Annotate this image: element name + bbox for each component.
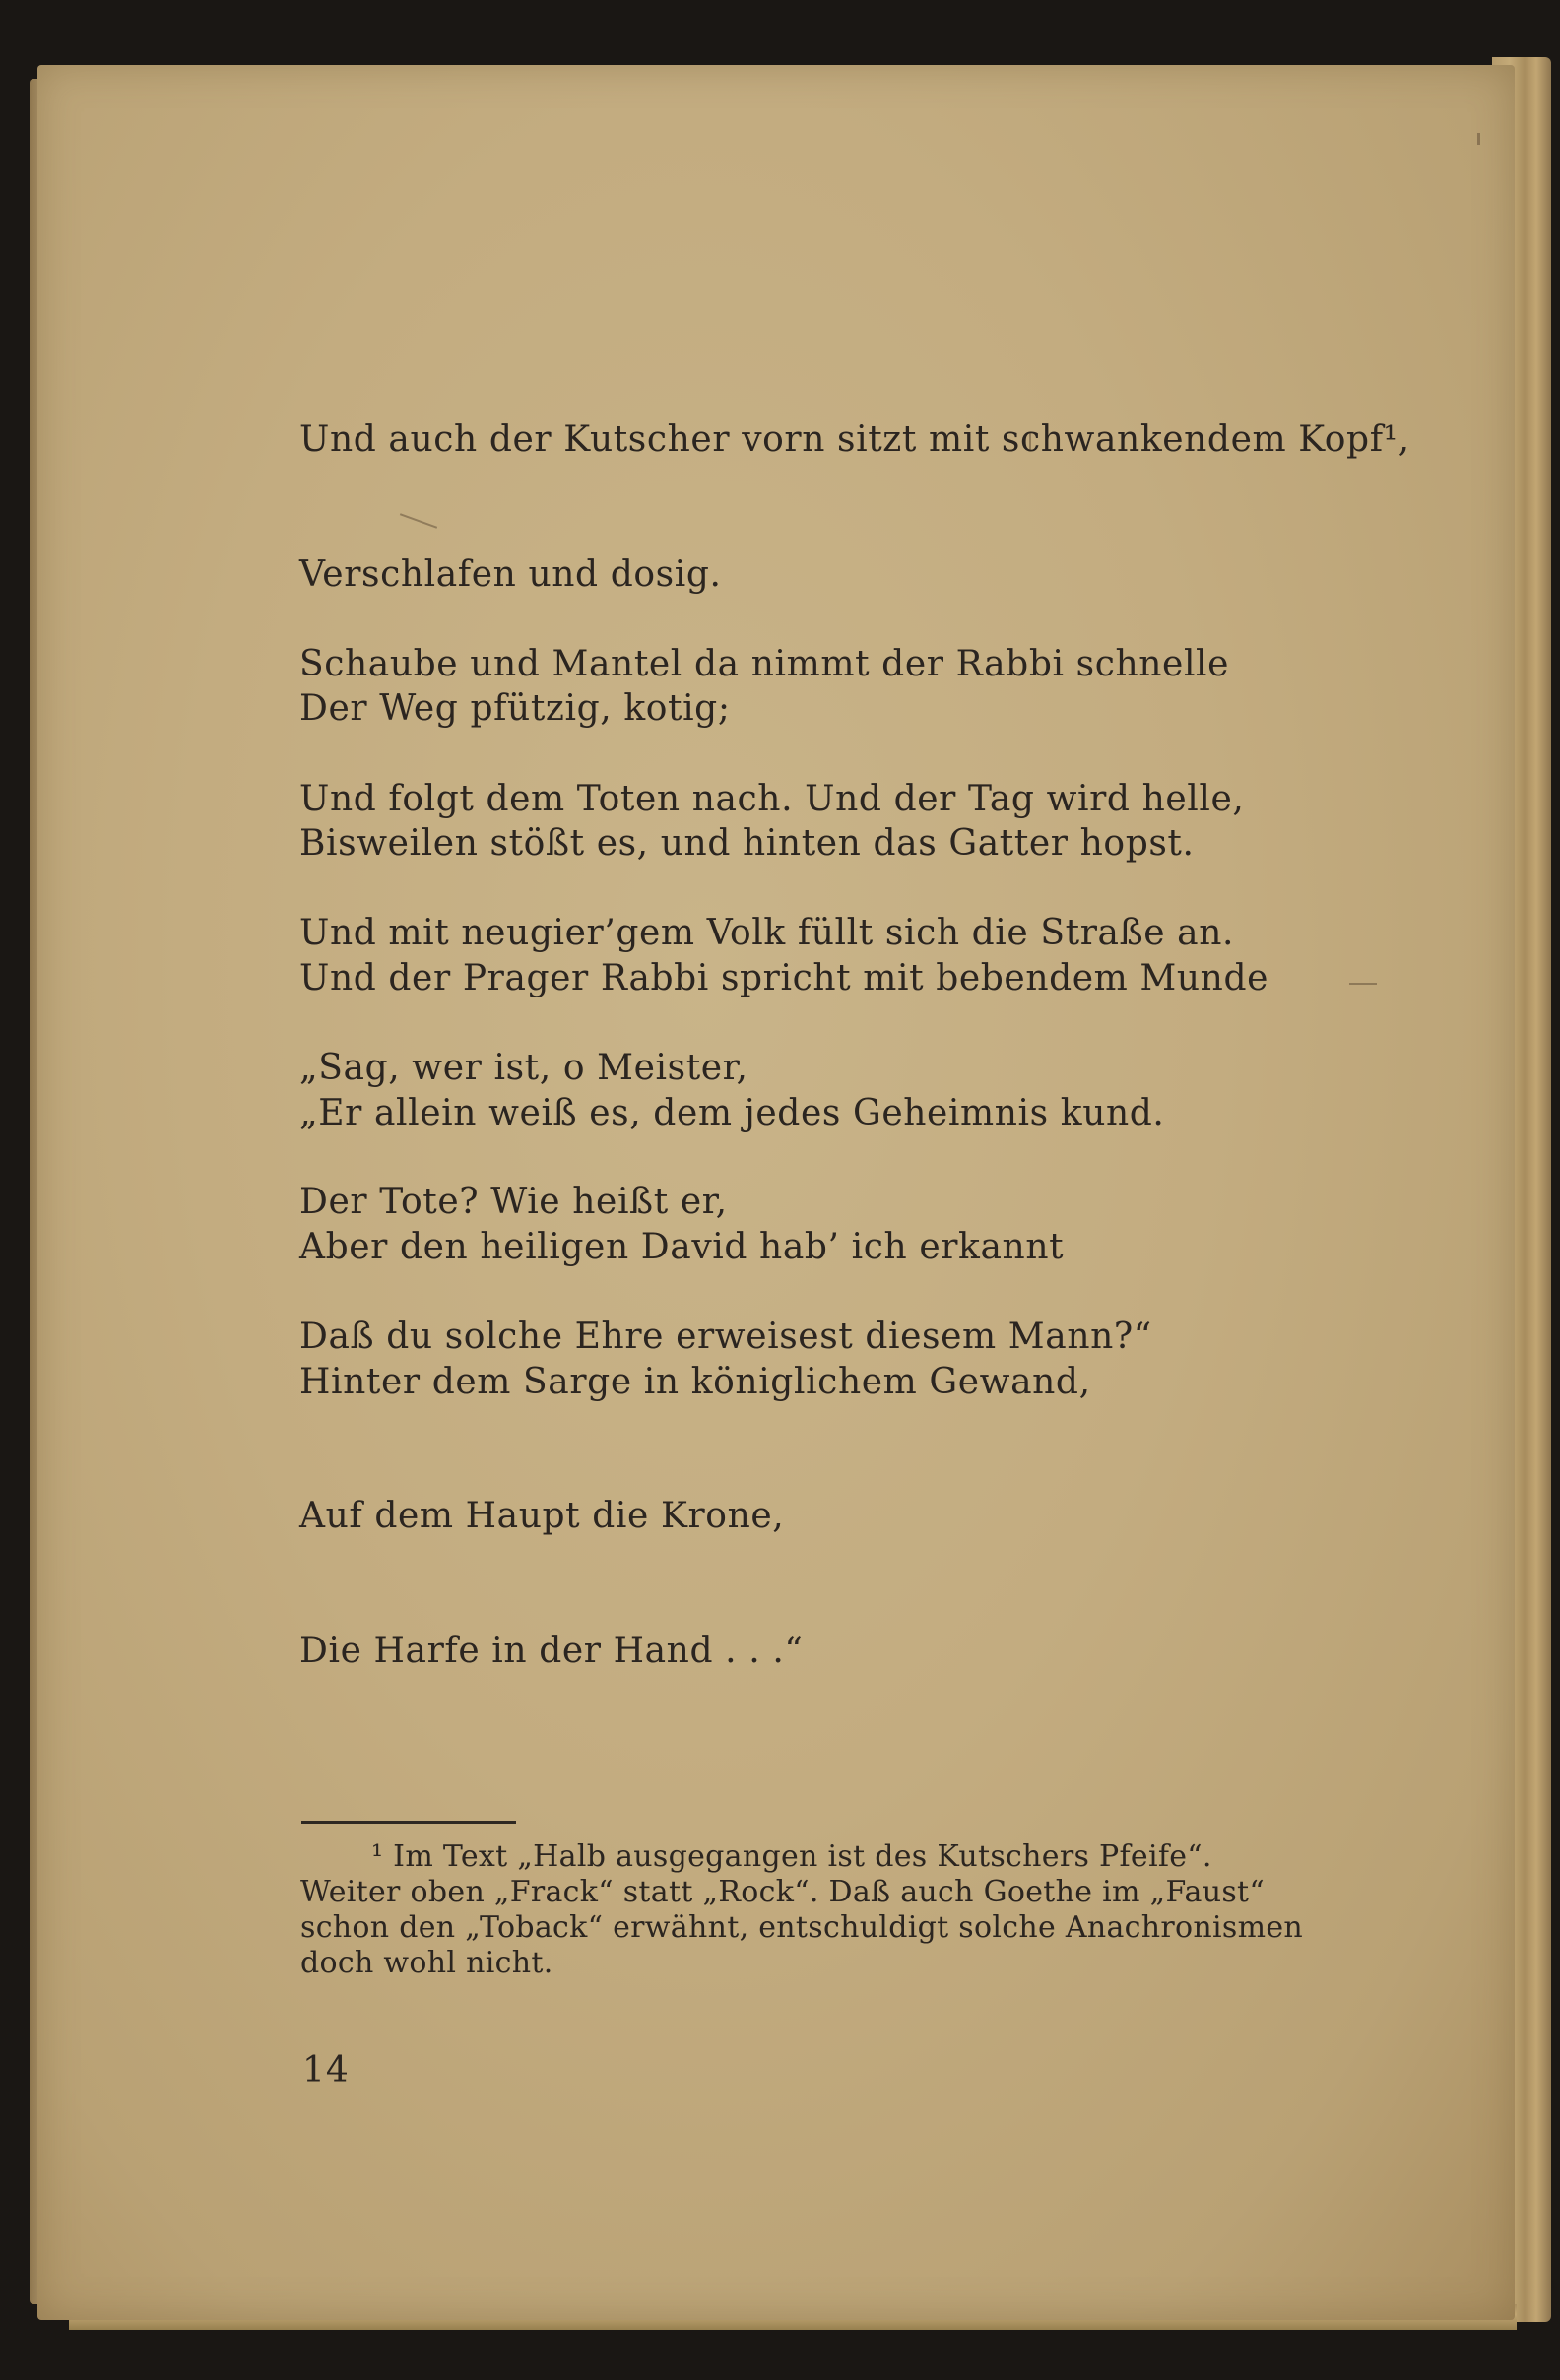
footnote-line: schon den „Toback“ erwähnt, entschuldigt solche Anachronismen <box>300 1910 1303 1945</box>
verse-line: Aber den heiligen David hab’ ich erkannt <box>299 1227 1065 1267</box>
verse-line: Die Harfe in der Hand . . .“ <box>299 1630 804 1671</box>
verse-line: „Sag, wer ist, o Meister, <box>299 1047 748 1088</box>
verse-line: Der Tote? Wie heißt er, <box>299 1182 728 1222</box>
verse-line: Daß du solche Ehre erweisest diesem Mann?“ <box>299 1316 1152 1357</box>
stanza-3 <box>299 867 1268 1763</box>
footnote-line: doch wohl nicht. <box>300 1946 553 1980</box>
verse-line: Auf dem Haupt die Krone, <box>299 1496 785 1536</box>
verse-line: Und auch der Kutscher vorn sitzt mit schwankendem Kopf¹, <box>299 419 1410 460</box>
footnote-rule <box>301 1821 516 1824</box>
footnote-line: Weiter oben „Frack“ statt „Rock“. Daß auch Goethe im „Faust“ <box>300 1875 1266 1909</box>
footnote-line: ¹ Im Text „Halb ausgegangen ist des Kutschers Pfeife“. <box>371 1839 1212 1874</box>
verse-line: „Er allein weiß es, dem jedes Geheimnis kund. <box>299 1092 1165 1133</box>
paper-speck <box>1477 133 1480 145</box>
page-number: 14 <box>302 2050 350 2091</box>
verse-line: Hinter dem Sarge in königlichem Gewand, <box>299 1361 1091 1402</box>
paper-speck <box>1349 983 1377 985</box>
verse-line: Der Weg pfützig, kotig; <box>299 688 731 729</box>
verse-line: Verschlafen und dosig. <box>299 553 722 595</box>
verse-line: Und der Prager Rabbi spricht mit bebendem Munde <box>299 958 1269 998</box>
verse-line: Schaube und Mantel da nimmt der Rabbi schnelle <box>299 644 1230 684</box>
footnote <box>300 1839 1433 1981</box>
verse-line: Und folgt dem Toten nach. Und der Tag wird helle, <box>299 778 1245 819</box>
verse-line: Bisweilen stößt es, und hinten das Gatter hopst. <box>299 822 1195 864</box>
verse-line: Und mit neugier’gem Volk füllt sich die Straße an. <box>299 913 1235 953</box>
